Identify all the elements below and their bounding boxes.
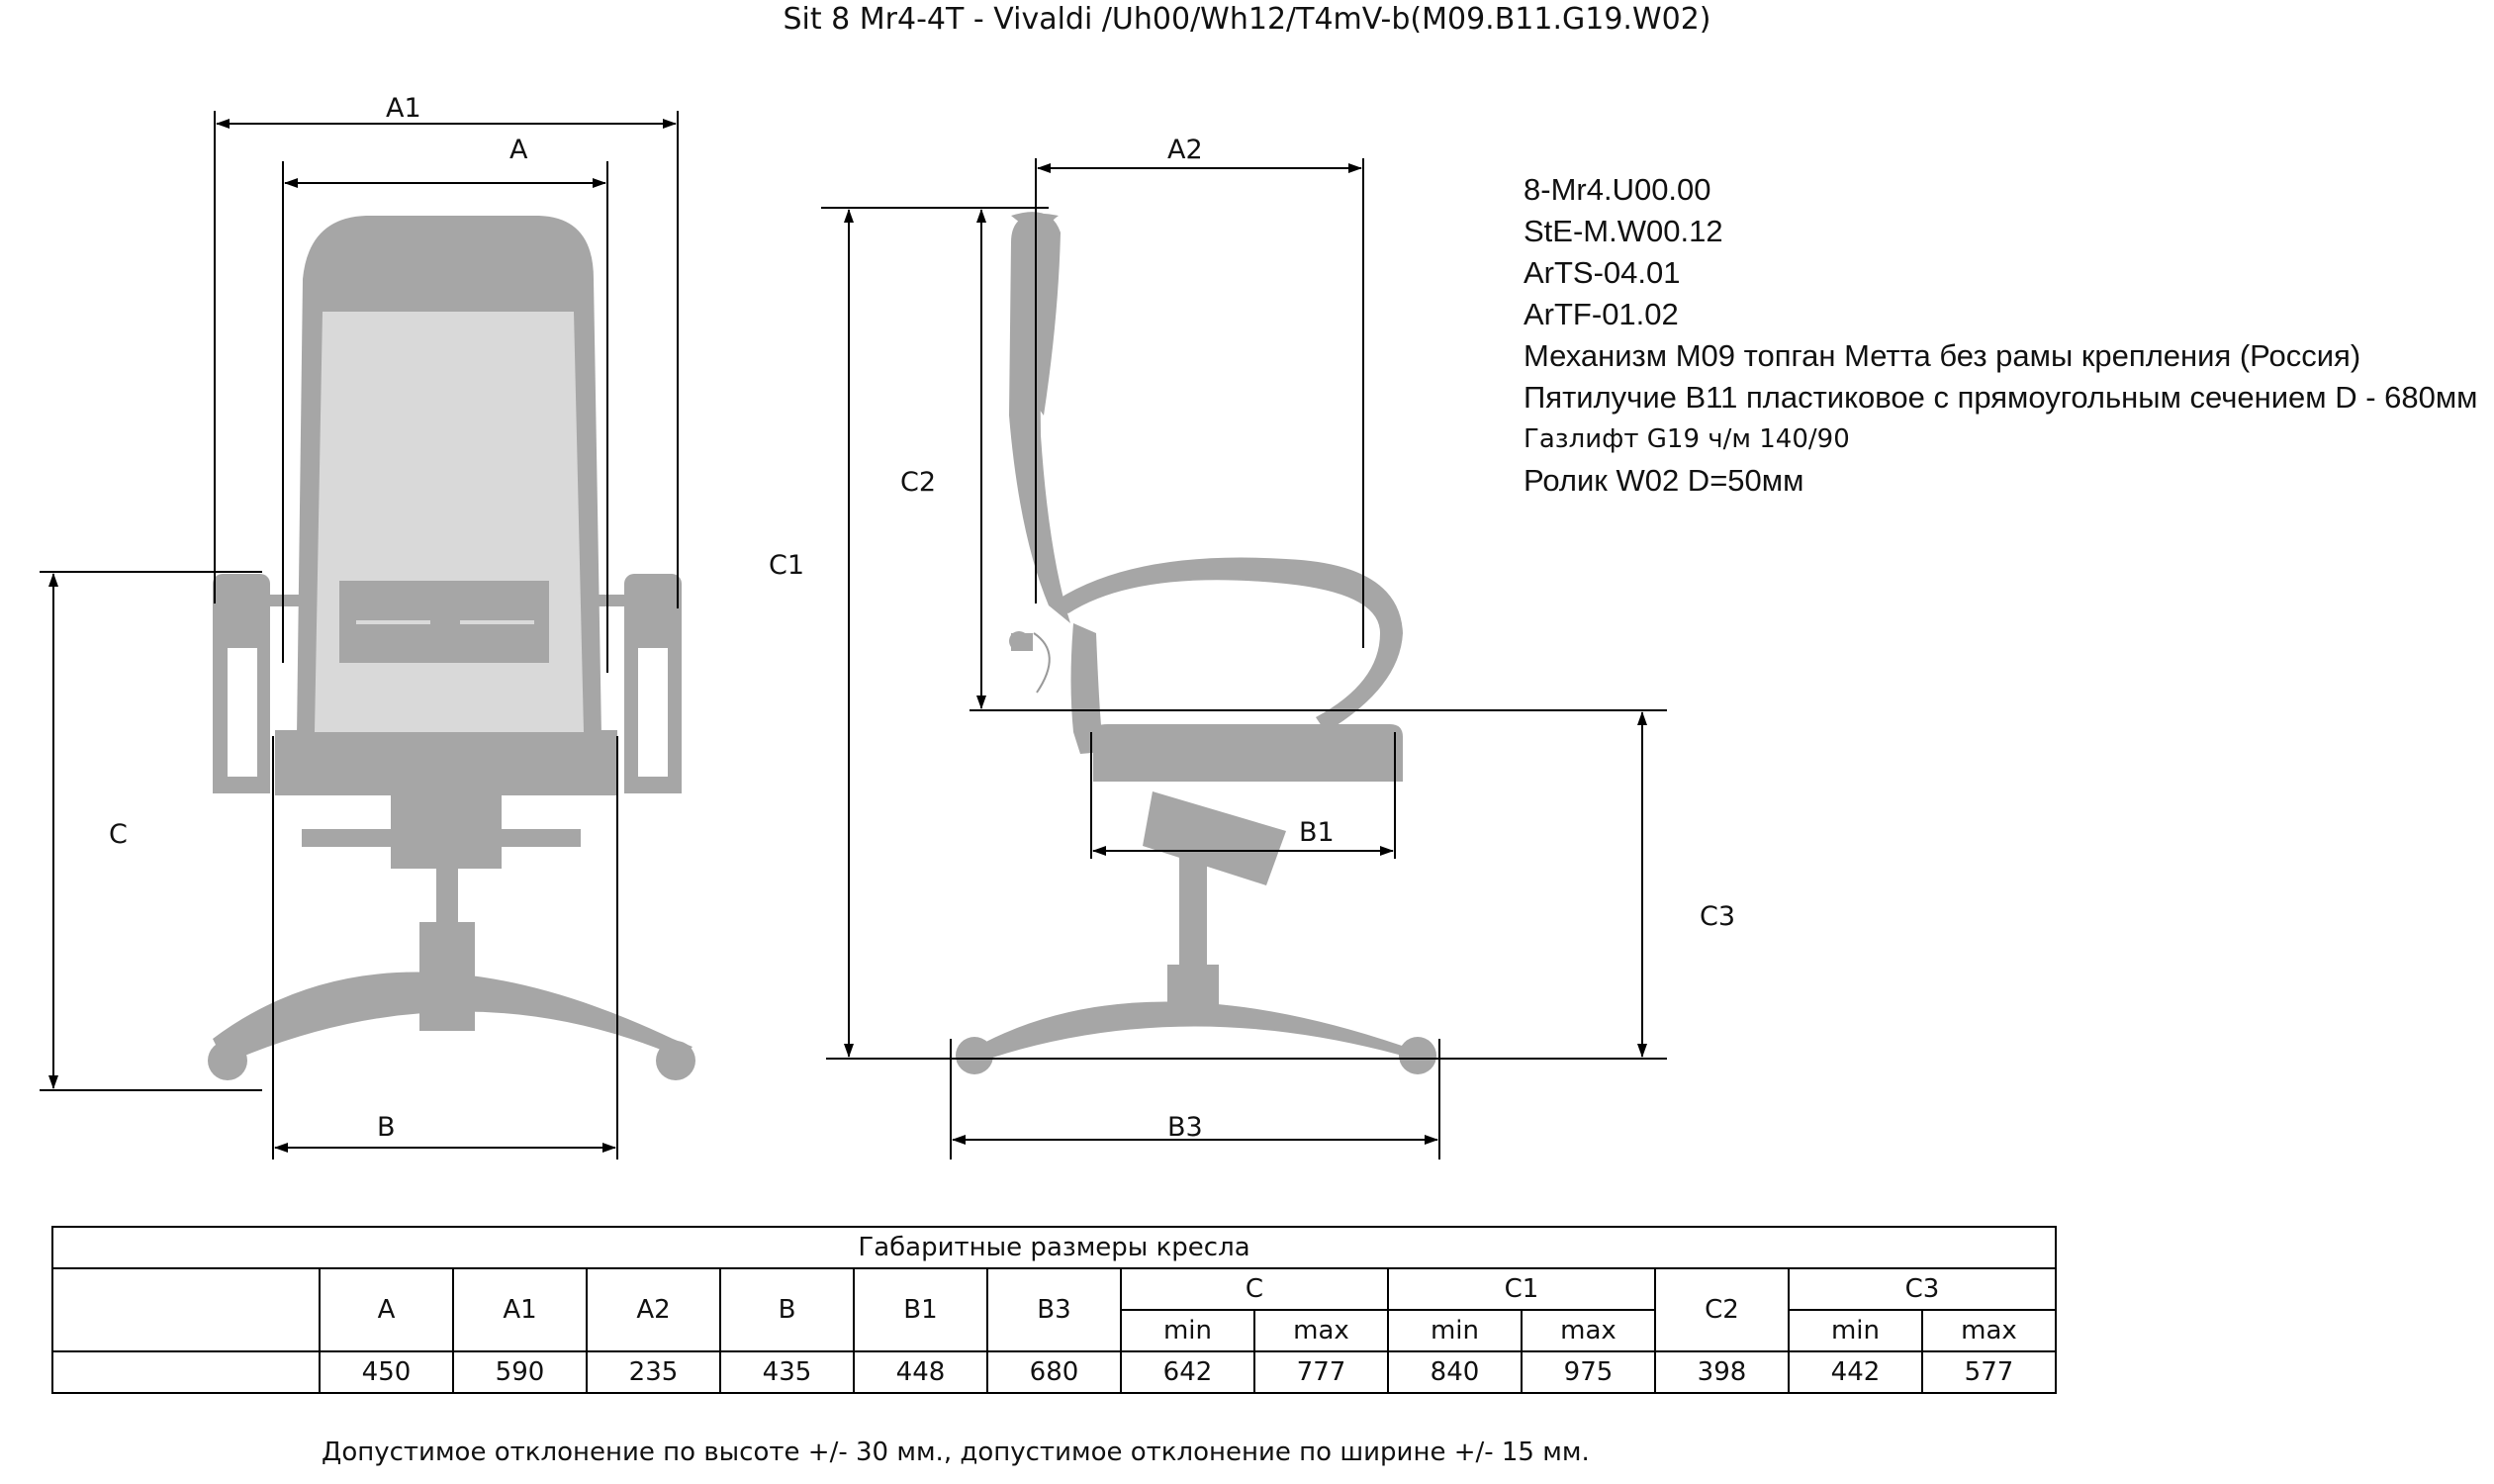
value-C2: 398 xyxy=(1655,1351,1789,1393)
header-B3: B3 xyxy=(987,1268,1121,1351)
value-B3: 680 xyxy=(987,1351,1121,1393)
label-C: C xyxy=(109,819,128,850)
label-C3: C3 xyxy=(1700,901,1736,932)
spec-line: StE-M.W00.12 xyxy=(1524,214,1723,248)
header-C: C xyxy=(1121,1268,1388,1310)
dimensions-table xyxy=(51,1226,2057,1394)
spec-line: Ролик W02 D=50мм xyxy=(1524,463,1804,498)
subheader-min: min xyxy=(1388,1310,1522,1351)
header-A1: A1 xyxy=(453,1268,587,1351)
diagram-title: Sit 8 Mr4-4T - Vivaldi /Uh00/Wh12/T4mV-b(M09.B11.G19.W02) xyxy=(783,2,1711,37)
value-A1: 590 xyxy=(453,1351,587,1393)
label-A1: A1 xyxy=(386,93,421,124)
value-A2: 235 xyxy=(587,1351,720,1393)
subheader-max: max xyxy=(1254,1310,1388,1351)
table-caption: Габаритные размеры кресла xyxy=(52,1227,2056,1268)
header-A2: A2 xyxy=(587,1268,720,1351)
value-A: 450 xyxy=(320,1351,453,1393)
table-blank-cell xyxy=(52,1268,320,1351)
spec-line: Пятилучие B11 пластиковое с прямоугольным сечением D - 680мм xyxy=(1524,380,2478,415)
label-B: B xyxy=(377,1112,396,1143)
subheader-max: max xyxy=(1522,1310,1655,1351)
header-C2: C2 xyxy=(1655,1268,1789,1351)
header-C1: C1 xyxy=(1388,1268,1655,1310)
value-C1-max: 975 xyxy=(1522,1351,1655,1393)
spec-line: 8-Mr4.U00.00 xyxy=(1524,172,1711,207)
value-C1-min: 840 xyxy=(1388,1351,1522,1393)
value-C3-max: 577 xyxy=(1922,1351,2056,1393)
header-A: A xyxy=(320,1268,453,1351)
subheader-max: max xyxy=(1922,1310,2056,1351)
label-B1: B1 xyxy=(1299,817,1335,848)
spec-line: Газлифт G19 ч/м 140/90 xyxy=(1524,424,1850,454)
value-C-max: 777 xyxy=(1254,1351,1388,1393)
label-B3: B3 xyxy=(1167,1112,1203,1143)
label-A2: A2 xyxy=(1167,135,1203,165)
header-C3: C3 xyxy=(1789,1268,2056,1310)
table-blank-cell xyxy=(52,1351,320,1393)
spec-list xyxy=(1524,169,2477,502)
front-view-chair xyxy=(208,216,695,1080)
value-B: 435 xyxy=(720,1351,854,1393)
spec-line: ArTF-01.02 xyxy=(1524,297,1679,331)
tolerance-note: Допустимое отклонение по высоте +/- 30 мм., допустимое отклонение по ширине +/- 15 мм. xyxy=(322,1438,1590,1467)
value-B1: 448 xyxy=(854,1351,987,1393)
label-C2: C2 xyxy=(900,467,937,498)
value-C-min: 642 xyxy=(1121,1351,1254,1393)
spec-line: ArTS-04.01 xyxy=(1524,255,1681,290)
header-B1: B1 xyxy=(854,1268,987,1351)
spec-line: Механизм M09 топган Метта без рамы крепления (Россия) xyxy=(1524,338,2361,373)
label-C1: C1 xyxy=(769,550,805,581)
value-C3-min: 442 xyxy=(1789,1351,1922,1393)
side-view-chair xyxy=(956,212,1436,1074)
subheader-min: min xyxy=(1789,1310,1922,1351)
label-A: A xyxy=(509,135,528,165)
header-B: B xyxy=(720,1268,854,1351)
subheader-min: min xyxy=(1121,1310,1254,1351)
